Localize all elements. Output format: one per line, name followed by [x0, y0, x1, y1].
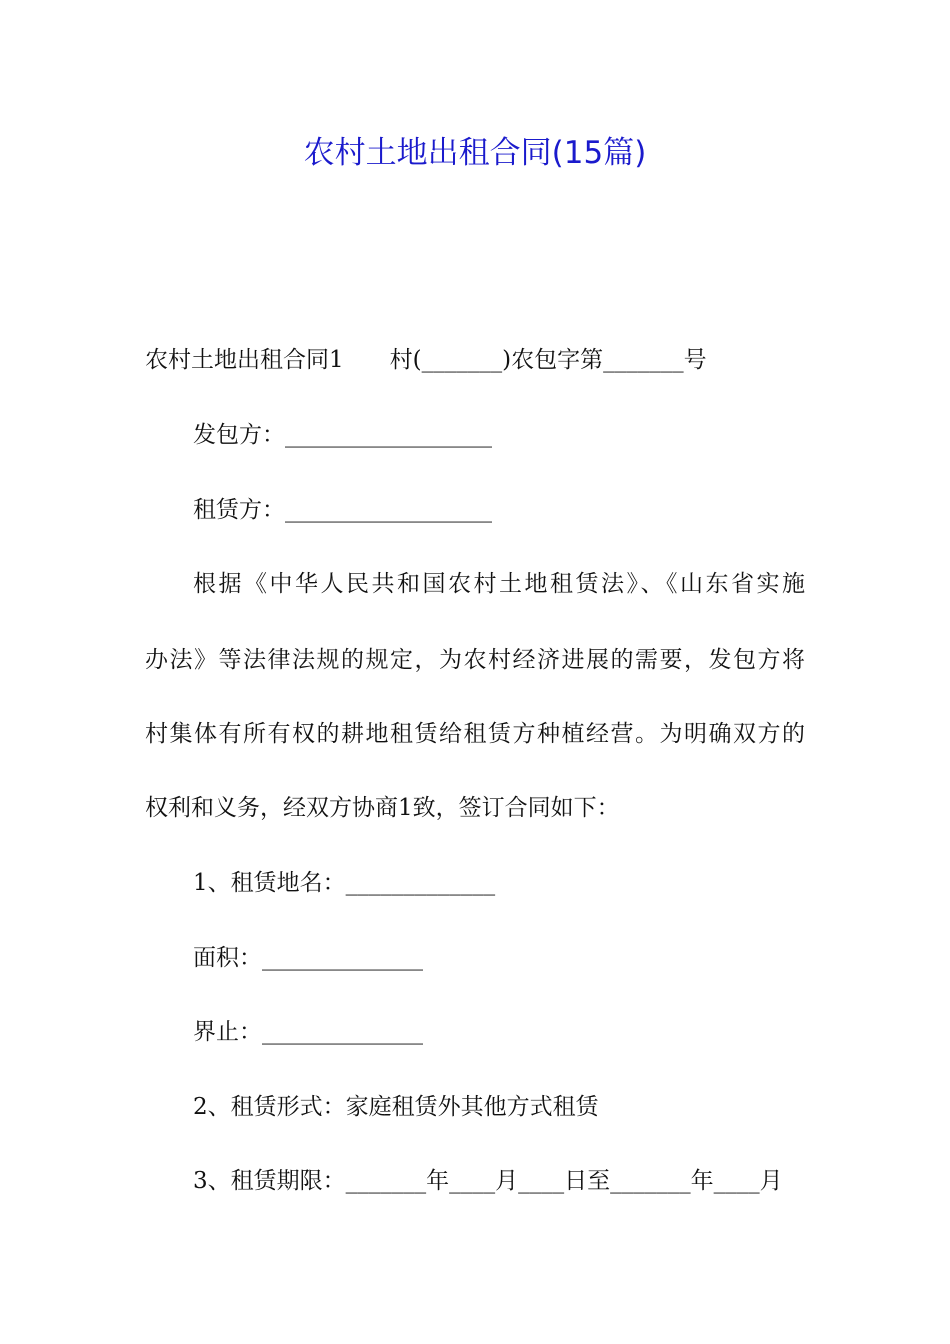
- contract-heading-line: 农村土地出租合同1 村(_______)农包字第_______号: [145, 347, 707, 373]
- area-line: 面积：______________: [193, 945, 423, 971]
- lease-form-line: 2、租赁形式：家庭租赁外其他方式租赁: [193, 1094, 599, 1120]
- lease-place-line: 1、租赁地名：_____________: [193, 870, 496, 896]
- lease-term-line: 3、租赁期限：_______年____月____日至_______年____月: [193, 1168, 783, 1194]
- paragraph-line-1: 根据《中华人民共和国农村土地租赁法》、《山东省实施: [193, 571, 805, 597]
- paragraph-line-2: 办法》等法律法规的规定，为农村经济进展的需要，发包方将: [145, 647, 805, 673]
- paragraph-line-3: 村集体有所有权的耕地租赁给租赁方种植经营。为明确双方的: [145, 721, 805, 747]
- lessor-field-line: 发包方：__________________: [193, 422, 492, 448]
- boundary-line: 界止：______________: [193, 1019, 423, 1045]
- document-title: 农村土地出租合同(15篇): [303, 135, 647, 171]
- lessee-field-line: 租赁方：__________________: [193, 497, 492, 523]
- paragraph-line-4: 权利和义务，经双方协商1致，签订合同如下：: [145, 795, 620, 821]
